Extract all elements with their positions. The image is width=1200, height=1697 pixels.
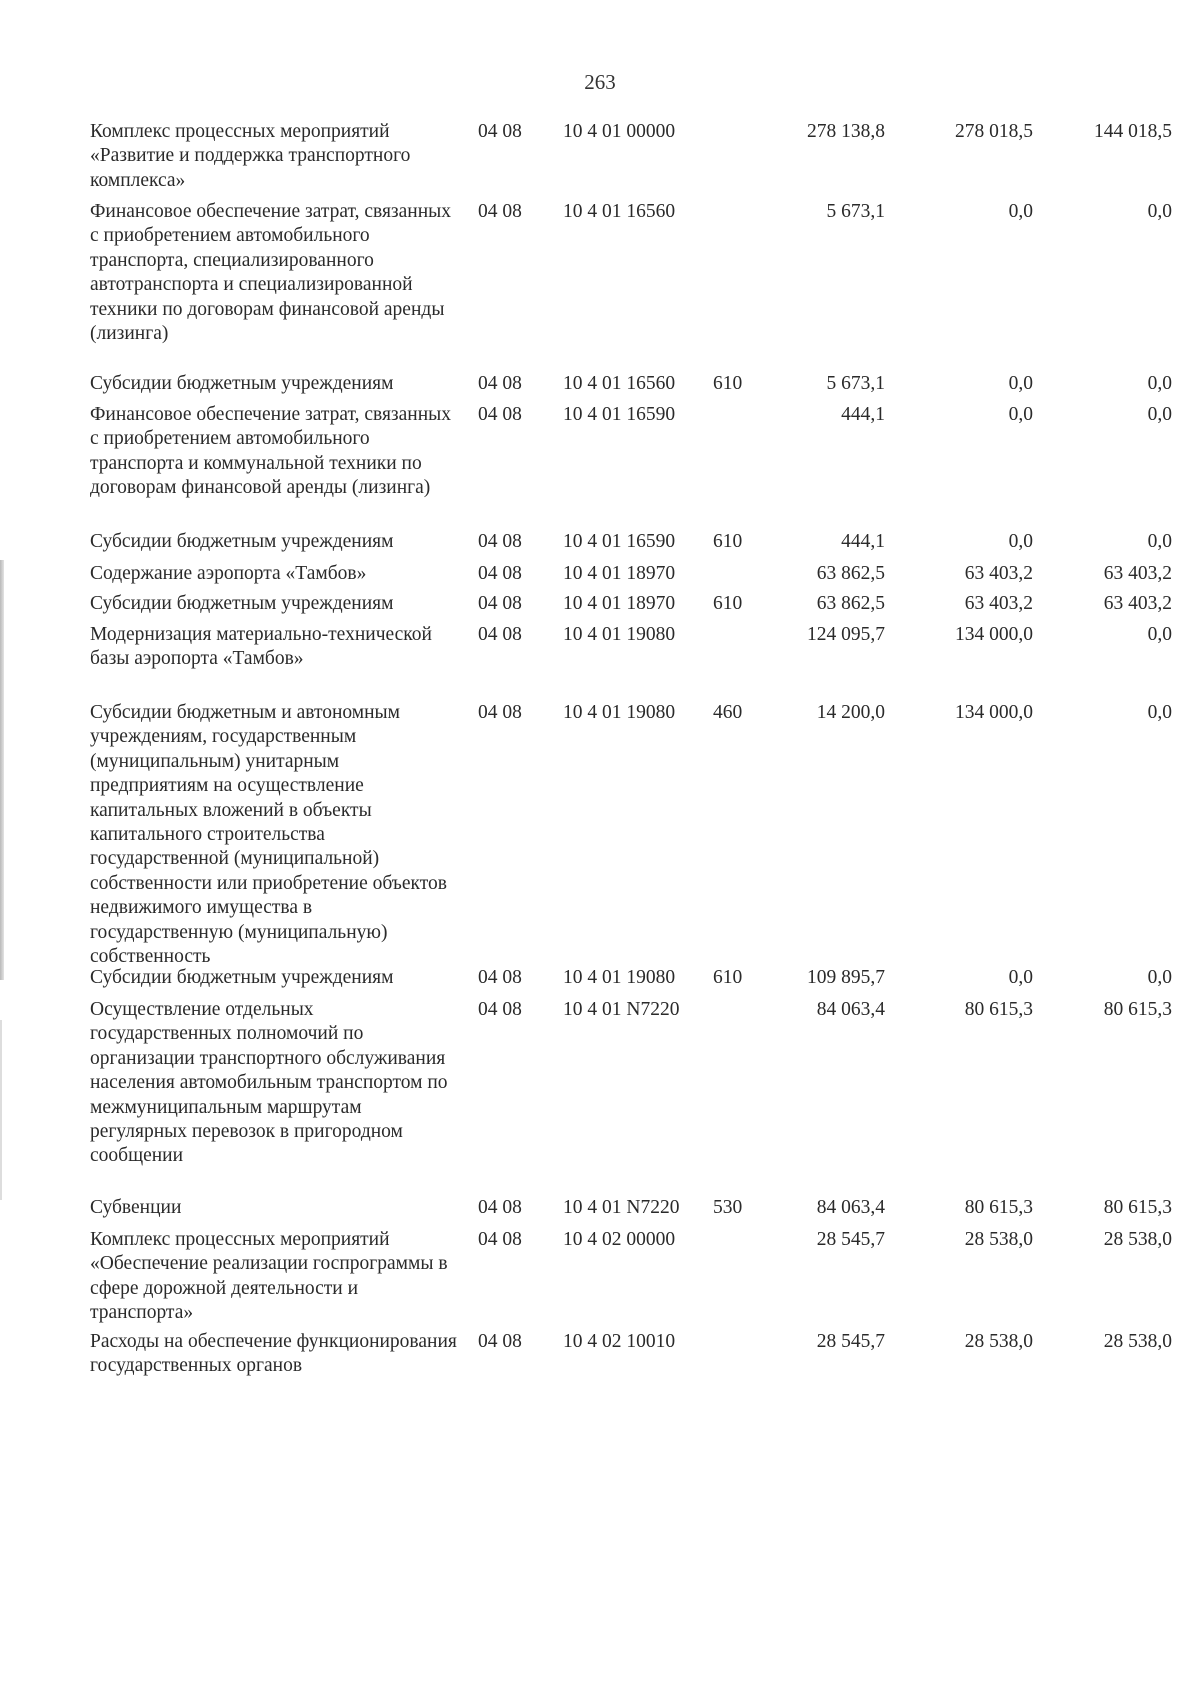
- row-amount-2: 28 538,0: [964, 1331, 1033, 1352]
- row-name: Модернизация материально-технической базы аэропорта «Тамбов»: [90, 624, 432, 670]
- row-target-article: 10 4 01 16590: [563, 404, 676, 425]
- row-expense-type: 610: [713, 373, 743, 394]
- row-section: 04 08: [478, 404, 522, 425]
- row-name: Субсидии бюджетным учреждениям: [90, 373, 394, 394]
- row-amount-3: 0,0: [1147, 967, 1172, 988]
- row-amount-1: 63 862,5: [816, 563, 885, 584]
- row-amount-3: 0,0: [1147, 624, 1172, 645]
- row-amount-2: 63 403,2: [964, 563, 1033, 584]
- row-target-article: 10 4 01 16560: [563, 373, 676, 394]
- row-section: 04 08: [478, 624, 522, 645]
- row-target-article: 10 4 01 16590: [563, 531, 676, 552]
- row-section: 04 08: [478, 999, 522, 1020]
- row-target-article: 10 4 01 00000: [563, 121, 676, 142]
- row-amount-2: 0,0: [1008, 404, 1033, 425]
- row-amount-1: 5 673,1: [826, 201, 885, 222]
- row-section: 04 08: [478, 1331, 522, 1352]
- row-name: Субвенции: [90, 1197, 182, 1218]
- row-amount-1: 5 673,1: [826, 373, 885, 394]
- row-amount-2: 278 018,5: [955, 121, 1033, 142]
- row-name: Субсидии бюджетным учреждениям: [90, 593, 394, 614]
- row-amount-2: 0,0: [1008, 201, 1033, 222]
- row-target-article: 10 4 01 19080: [563, 702, 676, 723]
- row-amount-2: 80 615,3: [964, 999, 1033, 1020]
- row-section: 04 08: [478, 201, 522, 222]
- row-section: 04 08: [478, 121, 522, 142]
- row-amount-3: 0,0: [1147, 201, 1172, 222]
- row-section: 04 08: [478, 373, 522, 394]
- row-amount-1: 109 895,7: [807, 967, 885, 988]
- row-section: 04 08: [478, 563, 522, 584]
- row-expense-type: 460: [713, 702, 743, 723]
- row-amount-2: 63 403,2: [964, 593, 1033, 614]
- row-amount-1: 278 138,8: [807, 121, 885, 142]
- row-target-article: 10 4 02 10010: [563, 1331, 676, 1352]
- row-expense-type: 610: [713, 531, 743, 552]
- row-amount-2: 134 000,0: [955, 624, 1033, 645]
- row-amount-3: 0,0: [1147, 373, 1172, 394]
- row-name: Субсидии бюджетным учреждениям: [90, 967, 394, 988]
- row-name: Осуществление отдельных государственных полномочий по организации транспортного обслуживания населения автомобильным транспортом по межмуниципальным маршрутам регулярных перевозок в пригородном сообщении: [90, 999, 448, 1167]
- row-name: Содержание аэропорта «Тамбов»: [90, 563, 367, 584]
- row-name: Комплекс процессных мероприятий «Обеспечение реализации госпрограммы в сфере дорожной деятельности и транспорта»: [90, 1229, 448, 1324]
- row-amount-3: 144 018,5: [1094, 121, 1172, 142]
- row-target-article: 10 4 01 N7220: [563, 999, 680, 1020]
- row-expense-type: 530: [713, 1197, 743, 1218]
- row-amount-1: 444,1: [841, 404, 885, 425]
- row-section: 04 08: [478, 593, 522, 614]
- row-section: 04 08: [478, 702, 522, 723]
- row-amount-2: 0,0: [1008, 373, 1033, 394]
- row-amount-2: 28 538,0: [964, 1229, 1033, 1250]
- row-section: 04 08: [478, 1197, 522, 1218]
- row-amount-1: 14 200,0: [816, 702, 885, 723]
- row-name: Субсидии бюджетным и автономным учреждениям, государственным (муниципальным) унитарным предприятиям на осуществление капитальных вложений в объекты капитального строительства государственной (муниципальной) собственности или приобретение объектов недвижимого имущества в государственную (муниципальную) собственность: [90, 702, 447, 968]
- row-name: Комплекс процессных мероприятий «Развитие и поддержка транспортного комплекса»: [90, 121, 411, 191]
- row-name: Расходы на обеспечение функционирования государственных органов: [90, 1331, 457, 1377]
- row-amount-1: 124 095,7: [807, 624, 885, 645]
- row-expense-type: 610: [713, 967, 743, 988]
- row-amount-1: 28 545,7: [816, 1229, 885, 1250]
- row-amount-3: 80 615,3: [1103, 999, 1172, 1020]
- row-amount-1: 84 063,4: [816, 999, 885, 1020]
- row-amount-3: 63 403,2: [1103, 593, 1172, 614]
- row-amount-3: 28 538,0: [1103, 1229, 1172, 1250]
- row-name: Финансовое обеспечение затрат, связанных с приобретением автомобильного транспорта, специализированного автотранспорта и специализированной техники по договорам финансовой аренды (лизинга): [90, 201, 452, 345]
- row-target-article: 10 4 01 16560: [563, 201, 676, 222]
- row-section: 04 08: [478, 531, 522, 552]
- row-name: Субсидии бюджетным учреждениям: [90, 531, 394, 552]
- row-amount-3: 80 615,3: [1103, 1197, 1172, 1218]
- row-amount-2: 0,0: [1008, 967, 1033, 988]
- page-number: 263: [584, 70, 616, 94]
- row-amount-3: 0,0: [1147, 702, 1172, 723]
- row-amount-1: 28 545,7: [816, 1331, 885, 1352]
- row-amount-1: 63 862,5: [816, 593, 885, 614]
- row-target-article: 10 4 01 N7220: [563, 1197, 680, 1218]
- row-section: 04 08: [478, 1229, 522, 1250]
- row-amount-2: 0,0: [1008, 531, 1033, 552]
- row-name: Финансовое обеспечение затрат, связанных с приобретением автомобильного транспорта и коммунальной техники по договорам финансовой аренды (лизинга): [90, 404, 452, 499]
- row-amount-3: 0,0: [1147, 404, 1172, 425]
- row-target-article: 10 4 01 19080: [563, 624, 676, 645]
- row-amount-2: 80 615,3: [964, 1197, 1033, 1218]
- row-amount-1: 84 063,4: [816, 1197, 885, 1218]
- row-amount-3: 63 403,2: [1103, 563, 1172, 584]
- row-amount-2: 134 000,0: [955, 702, 1033, 723]
- row-amount-1: 444,1: [841, 531, 885, 552]
- row-target-article: 10 4 01 19080: [563, 967, 676, 988]
- row-amount-3: 0,0: [1147, 531, 1172, 552]
- row-expense-type: 610: [713, 593, 743, 614]
- row-target-article: 10 4 01 18970: [563, 563, 676, 584]
- row-target-article: 10 4 02 00000: [563, 1229, 676, 1250]
- row-section: 04 08: [478, 967, 522, 988]
- row-amount-3: 28 538,0: [1103, 1331, 1172, 1352]
- row-target-article: 10 4 01 18970: [563, 593, 676, 614]
